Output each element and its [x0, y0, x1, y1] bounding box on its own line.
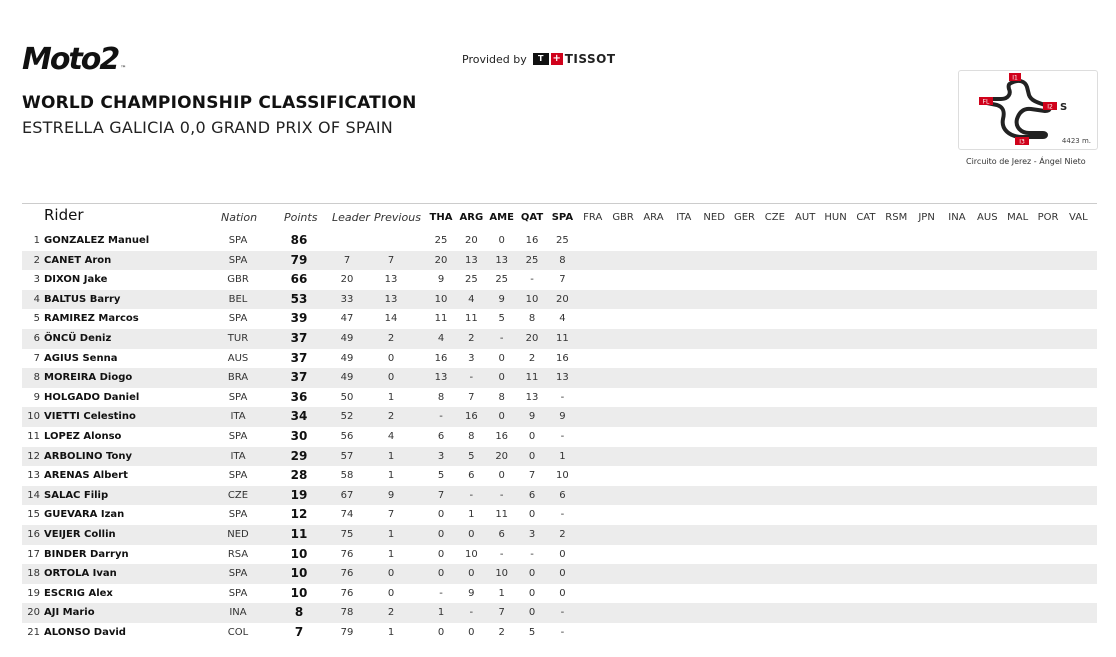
rider-name: MOREIRA Diogo	[44, 372, 133, 384]
column-header-round: ARA	[643, 212, 664, 223]
round-result: 0	[559, 587, 566, 599]
round-result: 0	[528, 450, 536, 462]
table-row	[22, 564, 1097, 584]
rider-gap-leader: 33	[340, 293, 354, 305]
rider-position: 2	[33, 254, 40, 266]
round-result: 11	[464, 313, 478, 325]
table-row	[22, 290, 1097, 310]
rider-nation: TUR	[227, 332, 249, 344]
round-result: 16	[525, 235, 539, 246]
round-result: 2	[468, 332, 475, 344]
round-result: 6	[559, 489, 566, 501]
round-result: -	[469, 372, 474, 384]
round-result: 7	[437, 489, 445, 501]
table-row	[22, 545, 1097, 565]
rider-gap-previous: 13	[384, 293, 398, 305]
rider-gap-leader: 57	[340, 450, 354, 462]
rider-position: 15	[27, 509, 40, 521]
rider-position: 5	[33, 313, 40, 325]
round-result: 0	[437, 528, 445, 540]
rider-gap-leader: 75	[340, 528, 354, 540]
rider-gap-leader: 79	[340, 626, 354, 638]
round-result: 0	[498, 470, 505, 482]
column-header-round: QAT	[520, 212, 544, 223]
rider-nation: SPA	[228, 254, 248, 266]
round-result: -	[439, 411, 443, 423]
rider-points: 12	[290, 507, 308, 522]
round-result: 9	[528, 411, 536, 423]
rider-gap-previous: 9	[387, 489, 395, 501]
round-result: -	[560, 391, 565, 403]
round-result: 8	[528, 313, 536, 325]
rider-gap-leader: 49	[340, 352, 354, 364]
column-header-round: INA	[948, 212, 966, 223]
round-result: 7	[468, 391, 475, 403]
rider-name: HOLGADO Daniel	[44, 391, 140, 403]
marker-i1: I1	[1012, 74, 1018, 82]
round-result: 0	[559, 568, 566, 580]
round-result: 0	[498, 372, 505, 384]
rider-gap-previous	[376, 231, 406, 251]
round-result: 0	[528, 587, 536, 599]
round-result: -	[499, 332, 504, 344]
column-header-round: VAL	[1069, 212, 1088, 223]
round-result: 25	[525, 254, 539, 266]
rider-gap-previous: 2	[387, 332, 395, 344]
column-header-round: FRA	[583, 212, 603, 223]
column-header-round: JPN	[918, 212, 935, 223]
table-row	[22, 231, 1097, 251]
column-header-round: POR	[1037, 212, 1059, 223]
round-result: 0	[528, 607, 536, 619]
rider-position: 8	[33, 372, 40, 384]
round-result: 5	[468, 450, 475, 462]
round-result: 10	[464, 548, 478, 560]
rider-points: 8	[294, 605, 304, 620]
column-header-leader: Leader	[332, 211, 370, 224]
round-result: 7	[498, 607, 505, 619]
rider-nation: NED	[227, 528, 249, 540]
rider-nation: INA	[229, 607, 247, 619]
rider-points: 30	[290, 428, 308, 443]
track-length: 4423 m.	[1061, 137, 1091, 145]
rider-points: 36	[290, 389, 308, 404]
rider-name: RAMIREZ Marcos	[44, 313, 139, 325]
round-result: 25	[434, 235, 448, 246]
round-result: 2	[528, 352, 536, 364]
round-result: -	[530, 274, 534, 286]
round-result: 3	[468, 352, 475, 364]
rider-gap-previous: 14	[384, 313, 398, 325]
table-row	[22, 388, 1097, 408]
page-title: WORLD CHAMPIONSHIP CLASSIFICATION	[22, 93, 417, 113]
round-result: 4	[437, 332, 445, 344]
round-result: -	[469, 489, 474, 501]
round-result: -	[439, 587, 443, 599]
rider-gap-leader: 56	[340, 430, 354, 442]
rider-points: 39	[290, 311, 308, 326]
rider-nation: SPA	[228, 313, 248, 325]
rider-gap-leader: 52	[340, 411, 354, 423]
column-header-round: GER	[733, 212, 755, 223]
rider-gap-previous: 0	[387, 352, 395, 364]
rider-position: 6	[33, 332, 40, 344]
rider-gap-previous: 1	[387, 626, 395, 638]
rider-position: 20	[27, 607, 40, 619]
round-result: 3	[528, 528, 536, 540]
rider-name: ALONSO David	[44, 626, 126, 638]
rider-position: 19	[27, 587, 40, 599]
rider-nation: SPA	[228, 587, 248, 599]
rider-points: 19	[290, 487, 308, 502]
round-result: -	[560, 626, 565, 638]
round-result: 0	[528, 509, 536, 521]
round-result: 11	[434, 313, 448, 325]
rider-name: LOPEZ Alonso	[44, 430, 122, 442]
rider-nation: SPA	[228, 509, 248, 521]
marker-i2: I2	[1047, 103, 1053, 111]
rider-name: DIXON Jake	[44, 274, 108, 286]
rider-points: 11	[290, 526, 308, 541]
rider-gap-leader: 47	[340, 313, 354, 325]
table-row	[22, 525, 1097, 545]
round-result: 0	[437, 568, 445, 580]
round-result: 25	[495, 274, 509, 286]
table-row	[22, 505, 1097, 525]
rider-nation: SPA	[228, 470, 248, 482]
rider-name: VIETTI Celestino	[44, 411, 136, 423]
rider-nation: CZE	[227, 489, 249, 501]
rider-points: 37	[290, 370, 308, 385]
rider-nation: SPA	[228, 235, 248, 246]
marker-s: S	[1060, 102, 1068, 113]
round-result: 13	[525, 391, 539, 403]
round-result: 3	[437, 450, 445, 462]
table-row	[22, 603, 1097, 623]
rider-gap-previous: 0	[387, 372, 395, 384]
table-row	[22, 427, 1097, 447]
round-result: 10	[495, 568, 509, 580]
rider-nation: SPA	[228, 391, 248, 403]
rider-gap-leader: 49	[340, 372, 354, 384]
rider-position: 21	[27, 626, 40, 638]
rider-name: ESCRIG Alex	[44, 587, 113, 599]
rider-nation: ITA	[230, 450, 246, 462]
circuit-name: Circuito de Jerez - Ángel Nieto	[966, 157, 1086, 166]
table-row	[22, 407, 1097, 427]
rider-name: ARBOLINO Tony	[44, 450, 133, 462]
round-result: 8	[468, 430, 475, 442]
rider-position: 13	[27, 470, 40, 482]
rider-nation: SPA	[228, 568, 248, 580]
table-row	[22, 368, 1097, 388]
round-result: 1	[437, 607, 445, 619]
column-header-round: ARG	[459, 212, 484, 223]
round-result: 13	[434, 372, 448, 384]
rider-position: 9	[33, 391, 40, 403]
round-result: 25	[464, 274, 478, 286]
rider-position: 16	[27, 528, 40, 540]
rider-name: BALTUS Barry	[44, 293, 121, 305]
round-result: 2	[498, 626, 505, 638]
rider-gap-leader: 50	[340, 391, 354, 403]
rider-position: 11	[27, 430, 40, 442]
round-result: 13	[464, 254, 478, 266]
rider-points: 29	[290, 448, 308, 463]
rider-gap-previous: 1	[387, 548, 395, 560]
rider-points: 10	[290, 546, 308, 561]
round-result: 1	[468, 509, 475, 521]
rider-points: 37	[290, 330, 308, 345]
rider-gap-leader: 76	[340, 568, 354, 580]
round-result: 13	[495, 254, 509, 266]
rider-position: 7	[33, 352, 40, 364]
rider-gap-previous: 7	[387, 509, 395, 521]
round-result: -	[469, 607, 474, 619]
rider-gap-previous: 1	[387, 450, 395, 462]
table-row	[22, 349, 1097, 369]
round-result: 7	[559, 274, 566, 286]
round-result: 9	[437, 274, 445, 286]
column-header-round: AME	[489, 212, 514, 223]
rider-points: 79	[290, 252, 308, 267]
rider-gap-previous: 0	[387, 587, 395, 599]
rider-position: 3	[33, 274, 40, 286]
round-result: 7	[528, 470, 536, 482]
round-result: 11	[495, 509, 509, 521]
rider-position: 12	[27, 450, 40, 462]
rider-name: ORTOLA Ivan	[44, 568, 117, 580]
round-result: 20	[525, 332, 539, 344]
rider-name: BINDER Darryn	[44, 548, 129, 560]
rider-gap-leader	[332, 231, 362, 251]
column-header-round: NED	[703, 212, 725, 223]
round-result: 4	[468, 293, 475, 305]
rider-points: 10	[290, 585, 308, 600]
round-result: 0	[528, 430, 536, 442]
rider-points: 86	[290, 233, 308, 247]
round-result: -	[499, 548, 504, 560]
column-header-round: SPA	[551, 212, 574, 223]
rider-name: CANET Aron	[44, 254, 112, 266]
column-header-round: GBR	[612, 212, 634, 223]
round-result: 20	[434, 254, 448, 266]
round-result: 0	[437, 548, 445, 560]
rider-gap-leader: 67	[340, 489, 354, 501]
round-result: -	[530, 548, 534, 560]
round-result: -	[499, 489, 504, 501]
rider-position: 14	[27, 489, 40, 501]
rider-gap-leader: 74	[340, 509, 354, 521]
rider-name: GUEVARA Izan	[44, 509, 125, 521]
round-result: 20	[556, 293, 569, 305]
rider-position: 17	[27, 548, 40, 560]
round-result: 1	[498, 587, 505, 599]
round-result: 11	[556, 332, 569, 344]
rider-gap-leader: 76	[340, 587, 354, 599]
logo-text: Moto2	[22, 42, 119, 77]
moto2-logo	[22, 42, 127, 77]
round-result: 0	[498, 352, 505, 364]
rider-position: 10	[27, 411, 40, 423]
round-result: 4	[559, 313, 566, 325]
table-row	[22, 329, 1097, 349]
rider-points: 10	[290, 566, 308, 581]
column-header-round: RSM	[885, 212, 908, 223]
marker-i3: I3	[1019, 138, 1025, 146]
circuit-map	[958, 70, 1098, 150]
round-result: 0	[498, 235, 505, 246]
column-header-previous: Previous	[374, 211, 421, 224]
rider-nation: AUS	[227, 352, 249, 364]
rider-nation: ITA	[230, 411, 246, 423]
round-result: 0	[437, 626, 445, 638]
rider-gap-previous: 4	[387, 430, 395, 442]
column-header-nation: Nation	[221, 211, 258, 224]
column-header-round: AUS	[977, 212, 998, 223]
round-result: 6	[468, 470, 475, 482]
round-result: 16	[495, 430, 509, 442]
rider-nation: BRA	[227, 372, 249, 384]
rider-nation: RSA	[227, 548, 249, 560]
rider-gap-previous: 2	[387, 411, 395, 423]
table-row	[22, 309, 1097, 329]
round-result: 8	[437, 391, 445, 403]
rider-gap-previous: 1	[387, 528, 395, 540]
logo-trademark: ™	[120, 65, 127, 72]
rider-nation: BEL	[228, 293, 248, 305]
rider-points: 28	[290, 468, 308, 483]
tissot-logo-mark: T	[533, 53, 549, 65]
table-row	[22, 447, 1097, 467]
standings-table	[22, 231, 1097, 642]
round-result: 5	[528, 626, 536, 638]
round-result: 11	[525, 372, 539, 384]
round-result: 20	[464, 235, 478, 246]
rider-nation: GBR	[227, 274, 249, 286]
round-result: 0	[559, 548, 566, 560]
column-header-round: HUN	[824, 212, 847, 223]
round-result: 0	[468, 528, 475, 540]
tissot-wordmark: TISSOT	[564, 52, 616, 66]
rider-name: AGIUS Senna	[44, 352, 118, 364]
marker-fl: FL	[982, 98, 990, 106]
rider-name: AJI Mario	[44, 607, 95, 619]
rider-name: VEIJER Collin	[44, 528, 116, 540]
round-result: 16	[434, 352, 448, 364]
rider-gap-leader: 76	[340, 548, 354, 560]
rider-gap-previous: 1	[387, 391, 395, 403]
rider-points: 37	[290, 350, 308, 365]
sponsor-credit	[462, 52, 616, 66]
round-result: 6	[437, 430, 445, 442]
round-result: 20	[495, 450, 509, 462]
table-row	[22, 251, 1097, 271]
round-result: 10	[434, 293, 448, 305]
rider-name: ARENAS Albert	[44, 470, 128, 482]
rider-gap-previous: 1	[387, 470, 395, 482]
round-result: 2	[559, 528, 566, 540]
round-result: 0	[528, 568, 536, 580]
column-header-round: ITA	[676, 212, 692, 223]
round-result: 25	[556, 235, 569, 246]
column-header-rider: Rider	[44, 206, 84, 224]
rider-gap-leader: 49	[340, 332, 354, 344]
round-result: 5	[498, 313, 505, 325]
tissot-cross-icon: +	[552, 53, 561, 64]
round-result: -	[560, 430, 565, 442]
round-result: 13	[556, 372, 569, 384]
round-result: 9	[498, 293, 505, 305]
provided-by-label: Provided by	[462, 52, 527, 66]
rider-gap-leader: 7	[343, 254, 351, 266]
round-result: -	[560, 509, 565, 521]
round-result: 1	[559, 450, 566, 462]
round-result: 0	[437, 509, 445, 521]
table-row	[22, 486, 1097, 506]
column-header-round: MAL	[1007, 212, 1029, 223]
round-result: 0	[468, 626, 475, 638]
round-result: 6	[528, 489, 536, 501]
rider-name: GONZALEZ Manuel	[44, 235, 150, 246]
column-header-round: THA	[429, 212, 453, 223]
rider-gap-previous: 0	[387, 568, 395, 580]
rider-name: ÖNCÜ Deniz	[44, 332, 112, 344]
table-row	[22, 623, 1097, 643]
rider-gap-previous: 13	[384, 274, 398, 286]
table-row	[22, 466, 1097, 486]
round-result: 8	[559, 254, 566, 266]
column-header-round: CAT	[856, 212, 876, 223]
column-header-round: AUT	[795, 212, 816, 223]
rider-gap-previous: 2	[387, 607, 395, 619]
round-result: 16	[464, 411, 478, 423]
rider-points: 34	[290, 409, 308, 424]
table-row	[22, 270, 1097, 290]
rider-gap-leader: 58	[340, 470, 354, 482]
round-result: 0	[498, 411, 505, 423]
round-result: 10	[525, 293, 539, 305]
rider-gap-previous: 7	[387, 254, 395, 266]
round-result: 16	[556, 352, 569, 364]
rider-name: SALAC Filip	[44, 489, 109, 501]
rider-nation: SPA	[228, 430, 248, 442]
round-result: 6	[498, 528, 505, 540]
header-divider	[22, 203, 1097, 204]
rider-gap-leader: 78	[340, 607, 354, 619]
rider-position: 1	[33, 235, 40, 246]
rider-nation: COL	[227, 626, 249, 638]
round-result: 9	[559, 411, 566, 423]
rider-position: 4	[33, 293, 40, 305]
rider-points: 53	[290, 291, 308, 306]
event-subtitle: ESTRELLA GALICIA 0,0 GRAND PRIX OF SPAIN	[22, 118, 393, 137]
rider-position: 18	[27, 568, 40, 580]
round-result: 0	[468, 568, 475, 580]
round-result: 10	[556, 470, 569, 482]
rider-gap-leader: 20	[340, 274, 354, 286]
table-row	[22, 584, 1097, 604]
rider-points: 7	[294, 624, 304, 639]
column-header-round: CZE	[764, 212, 785, 223]
column-header-points: Points	[284, 211, 318, 224]
round-result: 8	[498, 391, 505, 403]
round-result: -	[560, 607, 565, 619]
rider-points: 66	[290, 272, 308, 287]
round-result: 9	[468, 587, 475, 599]
round-result: 5	[437, 470, 445, 482]
